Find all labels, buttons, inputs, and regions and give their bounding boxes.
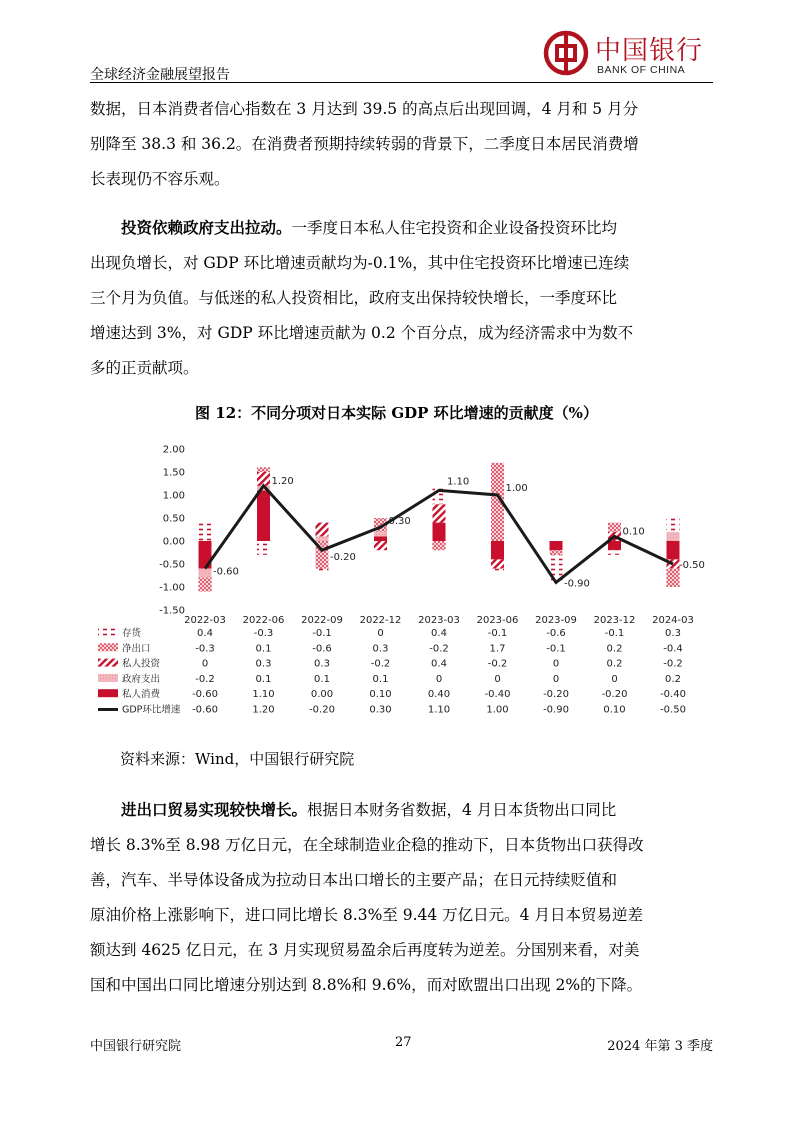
bar-dashes: [316, 569, 329, 574]
text-line: 国和中国出口同比增速分别达到 8.8%和 9.6%，而对欧盟出口出现 2%的下降。: [90, 976, 643, 994]
gdp-point-label: -0.20: [330, 552, 356, 564]
x-tick-label: 2023-03: [418, 615, 460, 626]
table-cell: -0.20: [601, 689, 628, 701]
gdp-point-label: -0.90: [564, 578, 590, 590]
bar-diagonal: [491, 559, 504, 568]
legend-swatch-diagonal: [98, 659, 118, 667]
y-tick-label: 2.00: [162, 444, 185, 456]
table-cell: -0.1: [487, 628, 508, 639]
table-cell: -0.3: [253, 628, 274, 639]
table-cell: 0.3: [314, 658, 330, 670]
page-number: 27: [395, 1035, 412, 1050]
bar-solid: [550, 541, 563, 550]
bar-dashes: [199, 523, 212, 541]
y-tick-label: -0.50: [159, 559, 185, 571]
legend-swatch-solid: [98, 689, 118, 697]
paragraph-consumer: [90, 92, 713, 197]
bar-solid: [257, 490, 270, 541]
table-cell: 0.1: [255, 643, 272, 655]
bar-dashes: [491, 569, 504, 574]
text-line: 出现负增长，对 GDP 环比增速贡献均为-0.1%，其中住宅投资环比增速已连续: [90, 254, 630, 272]
table-cell: 0.3: [255, 658, 272, 670]
table-cell: 0: [552, 673, 560, 685]
x-tick-label: 2023-09: [535, 615, 577, 626]
text-line: 善，汽车、半导体设备成为拉动日本出口增长的主要产品；在日元持续贬值和: [90, 871, 618, 889]
table-cell: 0.30: [369, 704, 392, 716]
table-cell: 0.3: [665, 628, 681, 639]
text-line: 多的正贡献项。: [90, 359, 199, 377]
y-tick-label: -1.00: [159, 582, 185, 594]
page-header: [90, 30, 713, 84]
table-cell: 1.00: [486, 704, 509, 716]
table-cell: 0.2: [606, 643, 623, 655]
bar-solid: [491, 541, 504, 559]
legend-label: GDP环比增速: [122, 704, 181, 716]
x-tick-label: 2024-03: [652, 615, 694, 626]
table-cell: -0.2: [663, 658, 683, 670]
table-cell: 0: [435, 673, 443, 685]
table-cell: -0.1: [546, 643, 566, 655]
table-cell: -0.40: [660, 689, 686, 701]
text-line: 额达到 4625 亿日元，在 3 月实现贸易盈余后再度转为逆差。分国别来看，对美: [90, 941, 640, 959]
paragraph-investment: [90, 210, 713, 386]
figure-source: 资料来源：Wind，中国银行研究院: [120, 750, 355, 768]
y-tick-label: 0.00: [162, 536, 185, 548]
table-cell: 0.10: [369, 689, 392, 701]
y-tick-label: 1.50: [162, 467, 185, 479]
bar-solid: [608, 541, 621, 550]
x-tick-label: 2022-06: [242, 615, 285, 626]
table-cell: -0.20: [309, 704, 335, 716]
table-cell: 0: [201, 658, 209, 670]
paragraph-trade: [90, 792, 713, 1003]
bank-logo: [543, 30, 713, 80]
legend-label: 存货: [122, 628, 142, 639]
table-cell: -0.60: [192, 689, 218, 701]
gdp-point-label: 1.10: [447, 476, 470, 488]
table-cell: 0.4: [431, 628, 447, 639]
text-line-body: 根据日本财务省数据，4 月日本货物出口同比: [307, 801, 617, 819]
gdp-point-label: 1.00: [505, 483, 528, 494]
table-cell: 0: [377, 628, 384, 639]
x-tick-label: 2023-06: [476, 615, 519, 626]
x-tick-label: 2022-03: [184, 615, 226, 626]
text-line: 增长 8.3%至 8.98 万亿日元，在全球制造业企稳的推动下，日本货物出口获得改: [90, 836, 644, 854]
bar-diagonal: [433, 504, 446, 522]
logo-english-name: BANK OF CHINA: [597, 64, 686, 76]
table-cell: -0.2: [429, 643, 449, 655]
x-tick-label: 2022-12: [359, 615, 402, 626]
table-cell: 0.4: [431, 658, 447, 670]
bar-dots: [257, 467, 270, 472]
y-tick-label: -1.50: [159, 605, 185, 617]
table-cell: 1.20: [252, 704, 275, 716]
x-tick-label: 2023-12: [593, 615, 636, 626]
bar-solid: [433, 523, 446, 541]
text-line: [90, 210, 713, 246]
bar-dots: [550, 550, 563, 555]
table-cell: -0.3: [195, 643, 215, 655]
bar-dashes: [257, 541, 270, 555]
table-cell: -0.50: [660, 704, 686, 716]
table-cell: -0.6: [546, 628, 566, 639]
text-line: 别降至 38.3 和 36.2。在消费者预期持续转弱的背景下，二季度日本居民消费增: [90, 135, 639, 153]
text-line: [90, 792, 713, 828]
footer-period: 2024 年第 3 季度: [607, 1039, 713, 1054]
bar-light: [199, 569, 212, 578]
text-line: 增速达到 3%，对 GDP 环比增速贡献为 0.2 个百分点，成为经济需求中为数不: [90, 324, 634, 342]
bar-light: [374, 532, 387, 537]
bar-dots: [608, 523, 621, 532]
bar-dots: [667, 569, 680, 587]
table-cell: 0.1: [314, 673, 330, 685]
table-cell: 0.1: [255, 673, 272, 685]
legend-label: 私人投资: [122, 658, 161, 670]
legend-label: 政府支出: [122, 673, 161, 685]
legend-label: 净出口: [122, 643, 151, 655]
table-cell: 0.2: [606, 658, 623, 670]
gdp-point-label: 0.10: [622, 526, 645, 538]
legend-swatch-dots: [98, 643, 118, 651]
paragraph-lead: 进出口贸易实现较快增长。: [121, 800, 308, 819]
x-tick-label: 2022-09: [301, 615, 343, 626]
text-line-body: 一季度日本私人住宅投资和企业设备投资环比均: [291, 219, 618, 237]
text-line: 数据，日本消费者信心指数在 3 月达到 39.5 的高点后出现回调，4 月和 5 月分: [90, 100, 639, 118]
bar-diagonal: [374, 541, 387, 550]
text-line: 长表现仍不容乐观。: [90, 170, 230, 188]
text-line: 三个月为负值。与低迷的私人投资相比，政府支出保持较快增长，一季度环比: [90, 289, 618, 307]
gdp-point-label: -0.50: [679, 560, 705, 571]
paragraph-lead: 投资依赖政府支出拉动。: [121, 218, 292, 237]
table-cell: -0.4: [663, 643, 683, 655]
gdp-point-label: 0.30: [388, 516, 411, 528]
bar-dots: [199, 578, 212, 592]
text-line: 原油价格上涨影响下，进口同比增长 8.3%至 9.44 万亿日元。4 月日本贸易逆差: [90, 906, 643, 924]
table-cell: 0: [494, 673, 501, 685]
table-cell: -0.1: [604, 628, 625, 639]
figure-title: 图 12：不同分项对日本实际 GDP 环比增速的贡献度（%）: [195, 404, 598, 422]
table-cell: 0.00: [310, 689, 334, 701]
bar-dashes: [608, 550, 621, 555]
table-cell: 1.10: [427, 704, 451, 716]
table-cell: -0.2: [370, 658, 391, 670]
table-cell: -0.2: [195, 673, 215, 685]
table-cell: 0.40: [427, 689, 451, 701]
gdp-point-label: -0.60: [213, 566, 239, 578]
table-cell: 1.7: [489, 643, 506, 655]
table-cell: 0: [611, 673, 618, 685]
table-cell: -0.20: [543, 689, 569, 701]
table-cell: -0.6: [312, 643, 332, 655]
table-cell: -0.60: [192, 704, 218, 716]
legend-swatch-light: [98, 674, 118, 682]
table-cell: 0: [552, 658, 560, 670]
table-cell: -0.40: [484, 689, 511, 701]
table-cell: -0.2: [487, 658, 508, 670]
bar-dashes: [667, 518, 680, 532]
legend-label: 私人消费: [122, 689, 161, 701]
table-cell: -0.90: [543, 704, 569, 716]
gdp-point-label: 1.20: [271, 475, 294, 487]
table-cell: 0.1: [372, 673, 389, 685]
footer-institution: 中国银行研究院: [90, 1039, 182, 1054]
bar-diagonal: [316, 523, 329, 537]
logo-chinese-name: 中国银行: [595, 36, 704, 66]
y-tick-label: 1.00: [162, 490, 185, 502]
table-cell: -0.1: [312, 628, 332, 639]
y-tick-label: 0.50: [162, 513, 185, 525]
report-title: 全球经济金融展望报告: [90, 67, 230, 83]
table-cell: 1.10: [252, 689, 275, 701]
bar-light: [316, 536, 329, 541]
boc-emblem-icon: [543, 30, 589, 76]
table-cell: 0.3: [372, 643, 389, 655]
table-cell: 0.2: [665, 673, 681, 685]
legend-swatch-dashes: [98, 628, 118, 636]
table-cell: 0.4: [197, 628, 213, 639]
contribution-chart: [122, 437, 710, 727]
bar-solid: [667, 541, 680, 559]
bar-solid: [374, 536, 387, 541]
bar-dots: [433, 541, 446, 550]
bar-light: [667, 532, 680, 541]
table-cell: 0.10: [603, 704, 626, 716]
header-divider: [90, 82, 713, 83]
